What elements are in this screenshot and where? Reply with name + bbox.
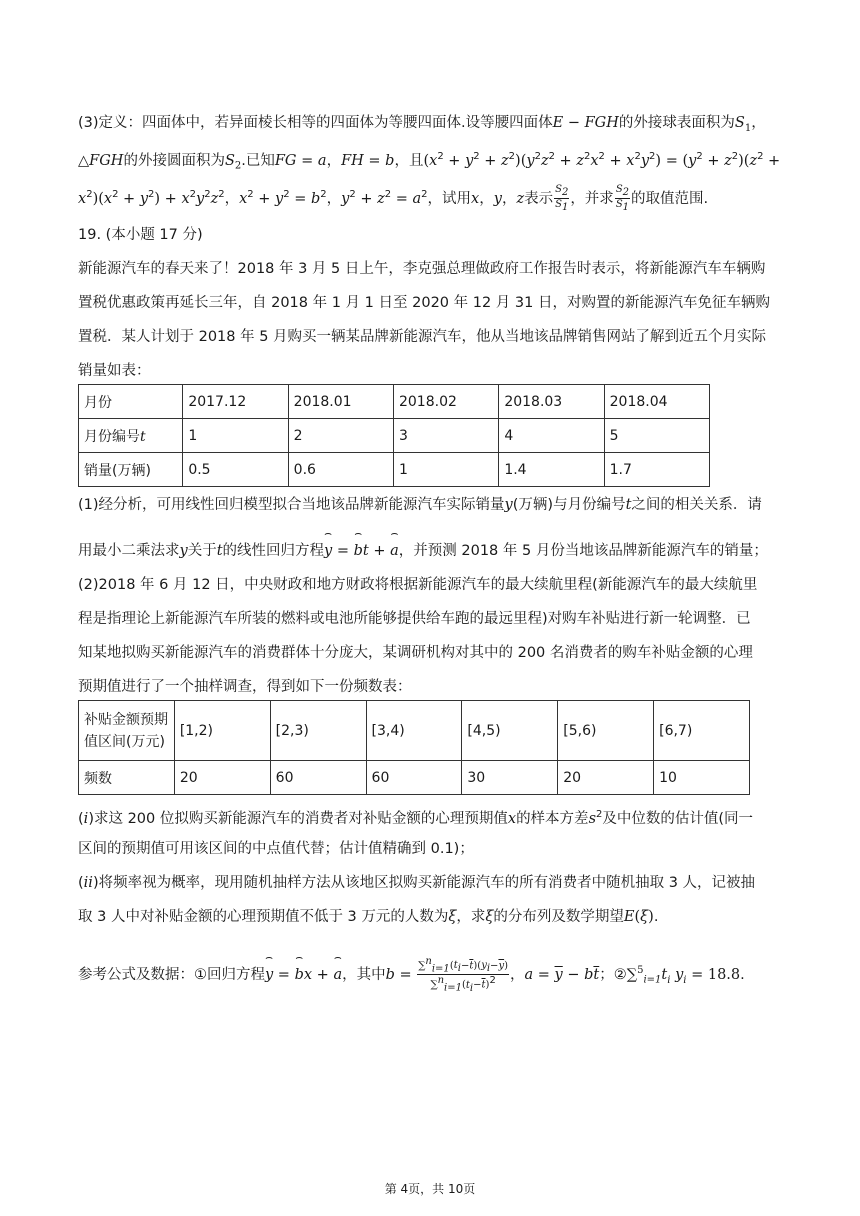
table-row: [79, 701, 750, 761]
q19-paragraph-line-3: 置税．某人计划于 2018 年 5 月购买一辆某品牌新能源汽车，他从当地该品牌销售网站了解到近五个月实际: [78, 329, 767, 345]
table-cell: [1,2): [174, 701, 270, 761]
reference-formulas: 参考公式及数据：①回归方程⌢ y = ⌢ bx + ⌢ a，其中b = $\frac{\sum^n_{i=1}(t_i-\overline{t})(y_i-\overline{y})}{\sum^n_{i=1}(t_i-\overline{t})^2}$ ，$a = \overline{y} - b\overline{t}$；$②\sum^5_{i=1}t_i$ $y_i = 18.8$.: [78, 956, 745, 994]
table-cell: 2017.12: [183, 385, 288, 419]
q19-paragraph-line-1: 新能源汽车的春天来了！2018 年 3 月 5 日上午，李克强总理做政府工作报告时表示，将新能源汽车车辆购: [78, 261, 766, 277]
table-cell: 1.7: [604, 453, 709, 487]
table-row: [79, 453, 710, 487]
question-19-header: 19. (本小题 17 分): [78, 227, 203, 243]
sub-question-i-line-2: 区间的预期值可用该区间的中点值代替；估计值精确到 0.1)；: [78, 841, 474, 857]
sub-question-1-line-2: 用最小二乘法求y关于t的线性回归方程⌢ y = ⌢ bt + ⌢ a，并预测 2018 年 5 月份当地该品牌新能源汽车的销量；: [78, 540, 768, 562]
sub-question-i-line-1: (i)求这 200 位拟购买新能源汽车的消费者对补贴金额的心理预期值x的样本方差$s^2$及中位数的估计值(同一: [78, 809, 754, 827]
table-cell: 1: [183, 419, 288, 453]
sub-question-2-line-3: 知某地拟购买新能源汽车的消费群体十分庞大，某调研机构对其中的 200 名消费者的购车补贴金额的心理: [78, 645, 753, 661]
table-cell: 4: [499, 419, 604, 453]
q19-paragraph-line-2: 置税优惠政策再延长三年，自 2018 年 1 月 1 日至 2020 年 12 月 31 日，对购置的新能源汽车免征车辆购: [78, 295, 770, 311]
frequency-table: [78, 700, 750, 795]
table-cell: 月份编号t: [79, 419, 183, 453]
table-row: [79, 761, 750, 795]
table-cell: 频数: [79, 761, 175, 795]
table-row: [79, 419, 710, 453]
table-cell: [4,5): [462, 701, 558, 761]
table-cell: [6,7): [654, 701, 750, 761]
table-cell: 3: [393, 419, 498, 453]
q19-paragraph-line-4: 销量如表：: [78, 363, 151, 379]
table-cell: 20: [558, 761, 654, 795]
table-cell: 1.4: [499, 453, 604, 487]
part3-line-3: $x^2)(x^2 + y^2) + x^2y^2z^2$，$x^2 + y^2 = b^2$，$y^2 + z^2 = a^2$，试用x，y，z表示 $\frac{S_2}{S_1}$ ，并求 $\frac{S_2}{S_1}$ 的取值范围.: [78, 184, 709, 214]
sales-table: [78, 384, 710, 487]
sub-question-2-line-2: 程是指理论上新能源汽车所装的燃料或电池所能够提供给车跑的最远里程)对购车补贴进行新一轮调整．已: [78, 611, 751, 627]
sub-question-ii-line-1: (ii)将频率视为概率，现用随机抽样方法从该地区拟购买新能源汽车的所有消费者中随机抽取 3 人，记被抽: [78, 875, 756, 891]
table-cell: 30: [462, 761, 558, 795]
table-cell: 5: [604, 419, 709, 453]
table-cell: 2018.01: [288, 385, 393, 419]
table-cell: 60: [366, 761, 462, 795]
table-cell: 2: [288, 419, 393, 453]
table-cell: 10: [654, 761, 750, 795]
table-cell: 60: [270, 761, 366, 795]
table-cell: 20: [174, 761, 270, 795]
table-row: [79, 385, 710, 419]
table-cell: [2,3): [270, 701, 366, 761]
table-cell: 1: [393, 453, 498, 487]
table-cell: 2018.04: [604, 385, 709, 419]
sub-question-2-line-1: (2)2018 年 6 月 12 日，中央财政和地方财政将根据新能源汽车的最大续航里程(新能源汽车的最大续航里: [78, 577, 758, 593]
sub-question-2-line-4: 预期值进行了一个抽样调查，得到如下一份频数表：: [78, 679, 412, 695]
table-cell: 月份: [79, 385, 183, 419]
page-footer: 第 4页，共 10页: [384, 1182, 476, 1196]
table-cell: 2018.02: [393, 385, 498, 419]
table-cell: 0.6: [288, 453, 393, 487]
sub-question-1-line-1: (1)经分析，可用线性回归模型拟合当地该品牌新能源汽车实际销量y(万辆)与月份编号t之间的相关关系．请: [78, 497, 762, 513]
sub-question-ii-line-2: 取 3 人中对补贴金额的心理预期值不低于 3 万元的人数为ξ，求ξ的分布列及数学期望E(ξ).: [78, 909, 659, 925]
part3-line-1: (3)定义：四面体中，若异面棱长相等的四面体为等腰四面体.设等腰四面体E − FGH的外接球表面积为$S_1$，: [78, 115, 766, 134]
table-cell: 补贴金额预期值区间(万元): [79, 701, 175, 761]
part3-line-2: △FGH的外接圆面积为$S_2$.已知FG = a，FH = b，且$(x^2 + y^2 + z^2)(y^2z^2 + z^2x^2 + x^2y^2) = (y^2 + z^2)(z^2$ +: [78, 151, 781, 172]
table-cell: 0.5: [183, 453, 288, 487]
table-cell: 销量(万辆): [79, 453, 183, 487]
table-cell: 2018.03: [499, 385, 604, 419]
table-cell: [5,6): [558, 701, 654, 761]
table-cell: [3,4): [366, 701, 462, 761]
